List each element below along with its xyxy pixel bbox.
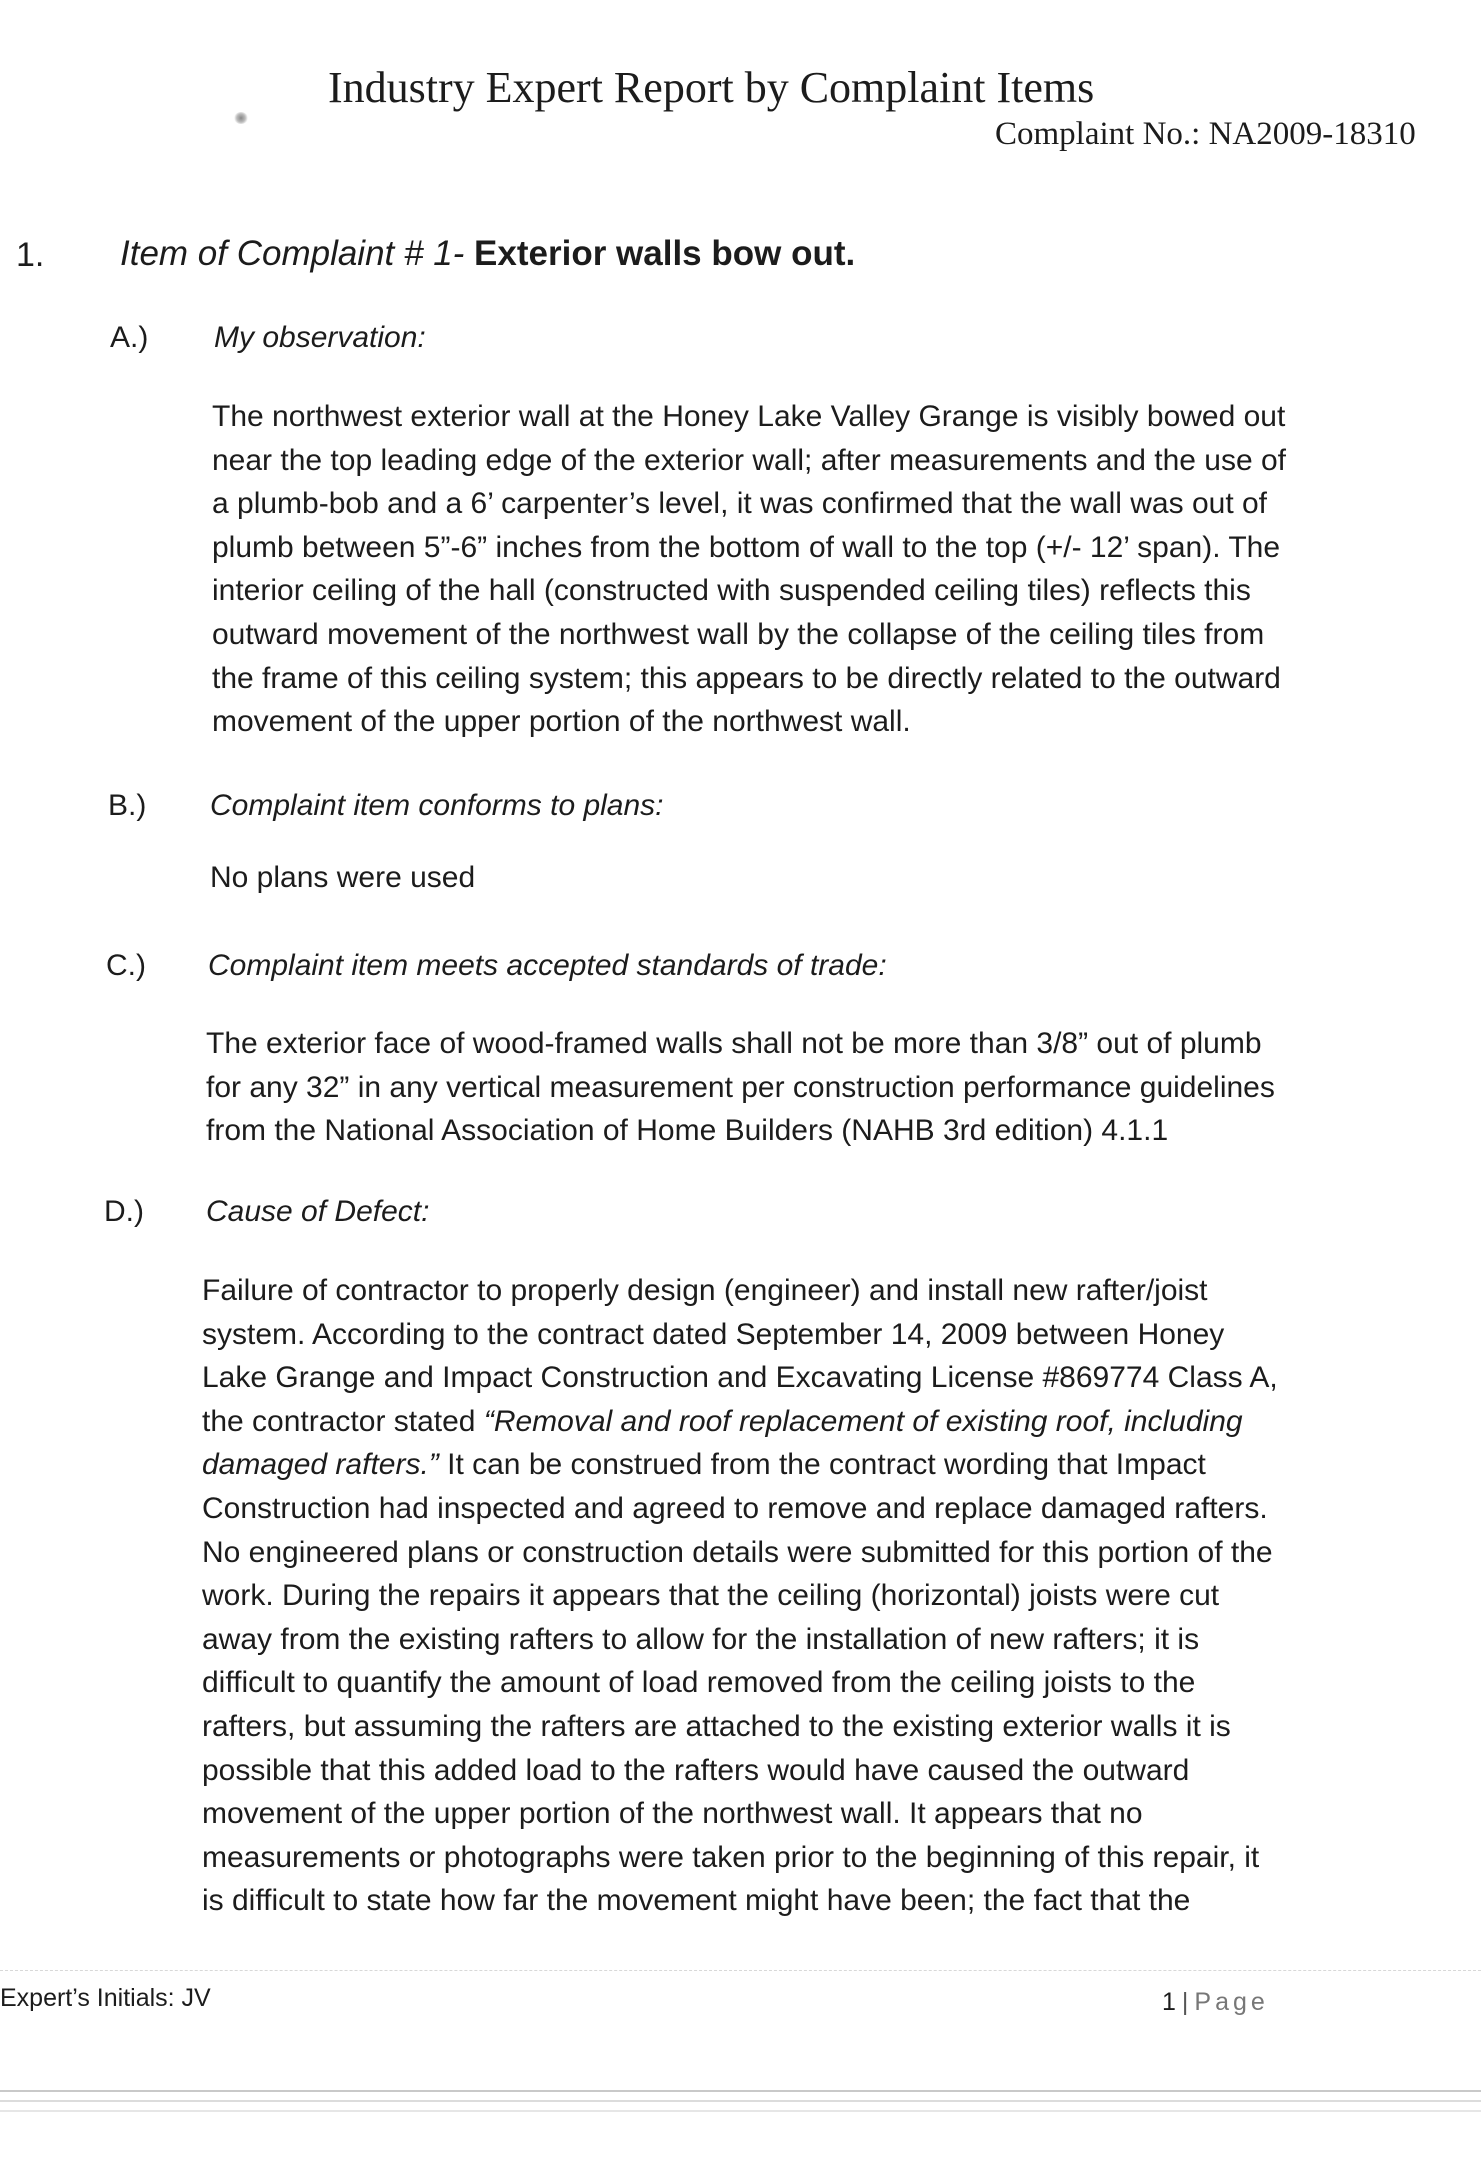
paragraph-line: possible that this added load to the rafters would have caused the outward — [202, 1753, 1190, 1787]
paragraph-line: outward movement of the northwest wall by the collapse of the ceiling tiles from — [212, 617, 1265, 651]
paragraph-line: from the National Association of Home Builders (NAHB 3rd edition) 4.1.1 — [206, 1114, 1169, 1148]
scan-edge-line — [0, 2110, 1481, 2112]
item-number: 1. — [16, 236, 45, 274]
paragraph-line: Construction had inspected and agreed to remove and replace damaged rafters. — [202, 1491, 1268, 1525]
line-text: the contractor stated — [202, 1404, 484, 1438]
expert-initials: Expert’s Initials: JV — [0, 1984, 211, 2012]
section-c-letter: C.) — [106, 949, 146, 982]
page-number — [1162, 1986, 1269, 2018]
complaint-number: Complaint No.: NA2009-18310 — [995, 116, 1416, 152]
line-text: It can be construed from the contract wording that Impact — [438, 1448, 1206, 1482]
paragraph-line: movement of the upper portion of the northwest wall. It appears that no — [202, 1797, 1143, 1831]
paragraph-line: movement of the upper portion of the northwest wall. — [212, 705, 911, 739]
page-number-value: 1 — [1162, 1988, 1178, 2016]
contract-quote: “Removal and roof replacement of existing roof, including — [483, 1404, 1243, 1438]
paragraph-line: rafters, but assuming the rafters are attached to the existing exterior walls it is — [202, 1709, 1231, 1743]
item-heading-title: Exterior walls bow out. — [474, 234, 856, 273]
section-d-letter: D.) — [104, 1195, 144, 1228]
section-a-heading: My observation: — [214, 321, 426, 354]
paragraph-line: No engineered plans or construction details were submitted for this portion of the — [202, 1535, 1273, 1569]
paragraph-line: interior ceiling of the hall (constructed with suspended ceiling tiles) reflects this — [212, 574, 1251, 608]
footer-divider — [0, 1970, 1481, 1971]
section-b-heading: Complaint item conforms to plans: — [210, 789, 664, 822]
item-heading-lead: Item of Complaint # 1- — [120, 234, 475, 273]
paragraph-line: away from the existing rafters to allow for the installation of new rafters; it is — [202, 1622, 1200, 1656]
paragraph-line: Failure of contractor to properly design (engineer) and install new rafter/joist — [202, 1274, 1208, 1307]
page-number-label: Page — [1194, 1988, 1269, 2016]
scan-edge-line — [0, 2090, 1481, 2092]
paragraph-line: a plumb-bob and a 6’ carpenter’s level, it was confirmed that the wall was out of — [212, 487, 1268, 521]
section-b-paragraph — [210, 856, 475, 900]
paragraph-line: measurements or photographs were taken prior to the beginning of this repair, it — [202, 1840, 1260, 1874]
scan-edge-line — [0, 2100, 1481, 2102]
scan-speck — [234, 112, 248, 124]
paragraph-line: near the top leading edge of the exterior wall; after measurements and the use of — [212, 443, 1286, 477]
paragraph-line: system. According to the contract dated September 14, 2009 between Honey — [202, 1317, 1225, 1351]
paragraph-line: Lake Grange and Impact Construction and Excavating License #869774 Class A, — [202, 1361, 1278, 1395]
paragraph-line — [202, 1400, 1278, 1444]
paragraph-line: The northwest exterior wall at the Honey Lake Valley Grange is visibly bowed out — [212, 400, 1286, 433]
section-b-letter: B.) — [108, 789, 147, 822]
section-d-heading: Cause of Defect: — [206, 1195, 430, 1228]
section-c-heading: Complaint item meets accepted standards of trade: — [208, 949, 887, 982]
section-a-letter: A.) — [110, 321, 149, 354]
paragraph-line: No plans were used — [210, 861, 476, 894]
paragraph-line — [202, 1443, 1278, 1487]
paragraph-line: plumb between 5”-6” inches from the bottom of wall to the top (+/- 12’ span). The — [212, 530, 1281, 564]
paragraph-line: for any 32” in any vertical measurement per construction performance guidelines — [206, 1070, 1275, 1104]
contract-quote-end: damaged rafters.” — [202, 1448, 439, 1482]
section-a-paragraph — [212, 395, 1286, 744]
page-number-separator: | — [1181, 1988, 1191, 2016]
item-heading — [120, 231, 855, 277]
section-d-paragraph — [202, 1269, 1278, 1923]
paragraph-line: work. During the repairs it appears that the ceiling (horizontal) joists were cut — [202, 1579, 1220, 1613]
paragraph-line: is difficult to state how far the movement might have been; the fact that the — [202, 1884, 1191, 1918]
paragraph-line: difficult to quantify the amount of load removed from the ceiling joists to the — [202, 1666, 1196, 1700]
section-c-paragraph — [206, 1022, 1275, 1153]
paragraph-line: the frame of this ceiling system; this appears to be directly related to the outward — [212, 661, 1281, 695]
paragraph-line: The exterior face of wood-framed walls shall not be more than 3/8” out of plumb — [206, 1027, 1262, 1060]
report-title: Industry Expert Report by Complaint Items — [328, 63, 1095, 112]
